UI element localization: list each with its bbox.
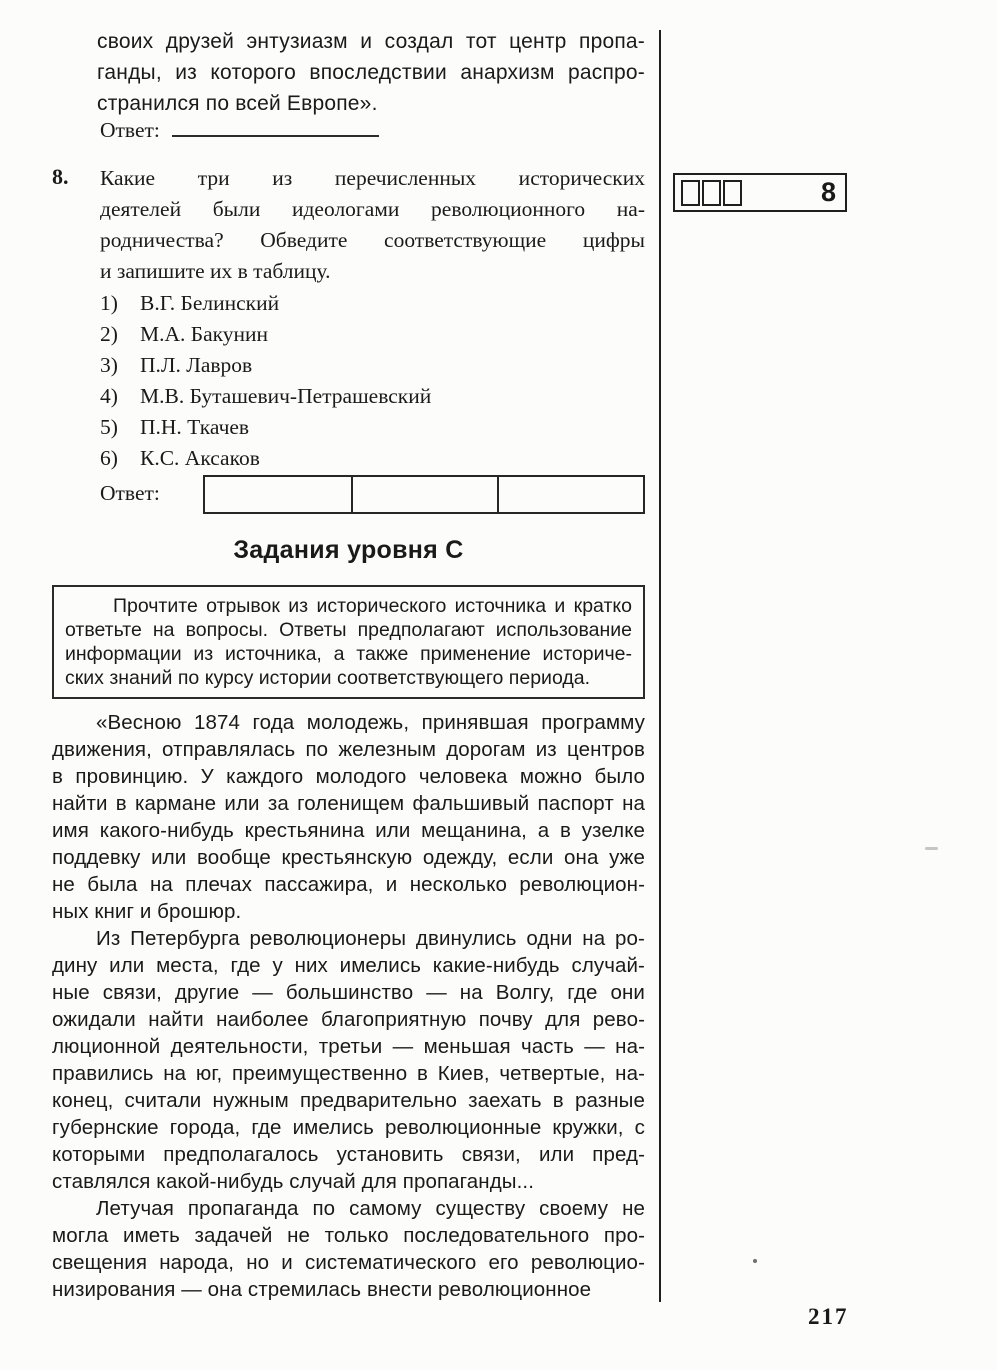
option-text: П.Л. Лавров [140, 353, 253, 377]
instruction-line: ских знаний по курсу истории соответствующего периода. [65, 667, 590, 689]
option-text: М.В. Буташевич-Петрашевский [140, 384, 432, 408]
marker-answer-squares [679, 180, 742, 206]
passage-line: ставлялся какой-нибудь случай для пропаганды... [52, 1170, 535, 1193]
option-text: В.Г. Белинский [140, 291, 280, 315]
answer-table-label: Ответ: [100, 481, 160, 505]
quote-continuation [97, 26, 645, 119]
instruction-line: ответьте на вопросы. Ответы предполагают использование [65, 619, 632, 641]
option-text: К.С. Аксаков [140, 446, 260, 470]
marker-square [723, 180, 742, 206]
question-stem-line: родничества? Обведите соответствующие цифры [100, 228, 645, 252]
option-number: 1) [100, 291, 118, 315]
passage-line: низирования — она стремилась внести революционное [52, 1278, 592, 1301]
quote-line: странился по всей Европе». [97, 92, 378, 115]
option-row [100, 353, 645, 384]
marker-question-number: 8 [820, 177, 836, 207]
question-number: 8. [52, 164, 69, 189]
marker-square [681, 180, 700, 206]
quote-line: ганды, из которого впоследствии анархизм распро- [97, 61, 645, 84]
marker-square [702, 180, 721, 206]
passage-line: которыми предполагалось установить связи, или пред- [52, 1143, 645, 1166]
passage-line: движения, отправлялась по железным дорогам из центров [52, 738, 645, 761]
passage-paragraph [52, 925, 645, 1195]
question-margin-marker [673, 173, 847, 212]
option-row [100, 322, 645, 353]
option-number: 2) [100, 322, 118, 346]
passage-line: Из Петербурга революционеры двинулись одни на ро- [96, 927, 645, 950]
passage-line: поддевку или вообще крестьянскую одежду, если она уже [52, 846, 645, 869]
options-list [100, 291, 645, 477]
question-stem [100, 163, 645, 287]
option-number: 6) [100, 446, 118, 470]
option-number: 4) [100, 384, 118, 408]
page-number: 217 [808, 1304, 849, 1329]
scan-speck-dash [925, 847, 938, 850]
answer-table [203, 475, 645, 514]
passage-line: в провинцию. У каждого молодого человека можно было [52, 765, 645, 788]
option-row [100, 291, 645, 322]
passage-line: правились на юг, преимущественно в Киев, четвертые, на- [52, 1062, 645, 1085]
scan-speck-dot [753, 1259, 757, 1263]
option-text: М.А. Бакунин [140, 322, 269, 346]
source-passage [52, 709, 645, 1303]
passage-line: могла иметь задачей не только последовательного про- [52, 1224, 645, 1247]
passage-line: конец, считали нужным предварительно заехать в разные [52, 1089, 645, 1112]
column-divider-rule [659, 30, 661, 1302]
passage-paragraph [52, 709, 645, 925]
instruction-line: информации из источника, а также применение историче- [65, 643, 632, 665]
answer-label: Ответ: [100, 118, 160, 142]
passage-line: имя какого-нибудь крестьянина или мещанина, а в узелке [52, 819, 645, 842]
instruction-line: Прочтите отрывок из исторического источника и кратко [113, 595, 632, 617]
answer-cell [205, 477, 351, 512]
option-number: 3) [100, 353, 118, 377]
passage-line: Летучая пропаганда по самому существу своему не [96, 1197, 645, 1220]
answer-cell [497, 477, 643, 512]
passage-line: ожидали найти наиболее благоприятную почву для рево- [52, 1008, 645, 1031]
quote-line: своих друзей энтузиазм и создал тот центр пропа- [97, 30, 645, 53]
option-row [100, 384, 645, 415]
answer-blank-row [100, 113, 379, 143]
passage-line: «Весною 1874 года молодежь, принявшая программу [96, 711, 645, 734]
passage-line: не была на плечах пассажира, и несколько революцион- [52, 873, 645, 896]
passage-line: губернские города, где имелись революционные кружки, с [52, 1116, 645, 1139]
option-row [100, 446, 645, 477]
option-number: 5) [100, 415, 118, 439]
passage-line: ные связи, другие — большинство — на Волгу, где они [52, 981, 645, 1004]
passage-line: дину или места, где у них имелись какие-нибудь случай- [52, 954, 645, 977]
section-heading: Задания уровня С [233, 536, 464, 564]
answer-blank-line [172, 113, 379, 137]
passage-paragraph [52, 1195, 645, 1303]
answer-cell [351, 477, 497, 512]
instruction-box [52, 585, 645, 699]
question-stem-line: Какие три из перечисленных исторических [100, 166, 645, 190]
passage-line: свещения народа, но и систематического его революцио- [52, 1251, 645, 1274]
option-row [100, 415, 645, 446]
passage-line: найти в кармане или за голенищем фальшивый паспорт на [52, 792, 645, 815]
passage-line: ных книг и брошюр. [52, 900, 242, 923]
passage-line: люционной деятельности, третьи — меньшая часть — на- [52, 1035, 645, 1058]
question-stem-line: и запишите их в таблицу. [100, 259, 331, 283]
option-text: П.Н. Ткачев [140, 415, 250, 439]
question-stem-line: деятелей были идеологами революционного на- [100, 197, 645, 221]
